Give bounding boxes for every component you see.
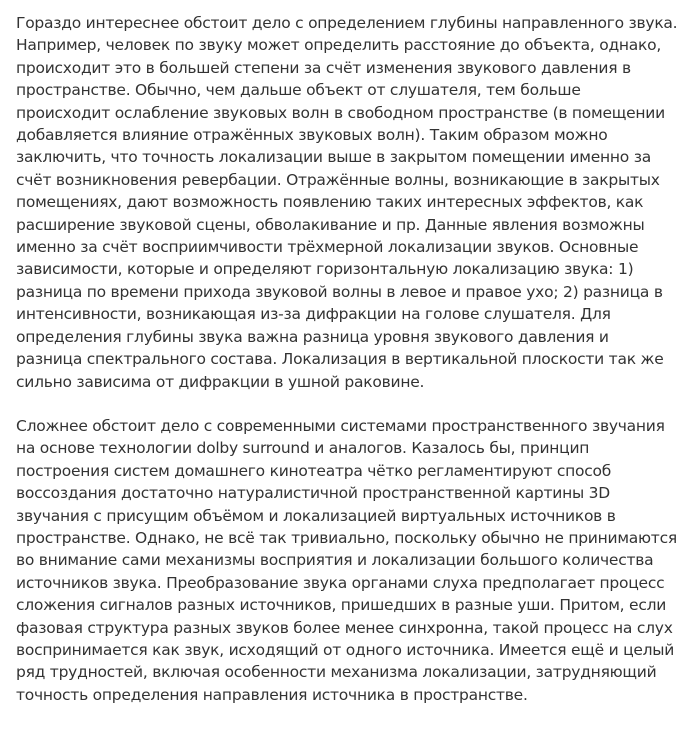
paragraph-surround-systems: Сложнее обстоит дело с современными системами пространственного звучания на основе технологии dolby surround и аналогов. Казалось бы, принцип построения систем домашнего кинотеатра чётко регламентируют способ воссоздания достаточно натуралистичной пространственной картины 3D звучания с присущим объёмом и локализацией виртуальных источников в пространстве. Однако, не всё так тривиально, поскольку обычно не принимаются во внимание сами механизмы восприятия и локализации большого количества источников звука. Преобразование звука органами слуха предполагает процесс сложения сигналов разных источников, пришедших в разные уши. Притом, если фазовая структура разных звуков более менее синхронна, такой процесс на слух воспринимается как звук, исходящий от одного источника. Имеется ещё и целый ряд трудностей, включая особенности механизма локализации, затрудняющий точность определения направления источника в пространстве. bbox=[16, 416, 677, 704]
paragraph-sound-depth: Гораздо интереснее обстоит дело с определением глубины направленного звука. Например, человек по звуку может определить расстояние до объекта, однако, происходит это в большей степени за счёт изменения звукового давления в пространстве. Обычно, чем дальше объект от слушателя, тем больше происходит ослабление звуковых волн в свободном пространстве (в помещении добавляется влияние отражённых звуковых волн). Таким образом можно заключить, что точность локализации выше в закрытом помещении именно за счёт возникновения ревербации. Отражённые волны, возникающие в закрытых помещениях, дают возможность появлению таких интересных эффектов, как расширение звуковой сцены, обволакивание и пр. Данные явления возможны именно за счёт восприимчивости трёхмерной локализации звуков. Основные зависимости, которые и определяют горизонтальную локализацию звука: 1) разница по времени прихода звуковой волны в левое и правое ухо; 2) разница в интенсивности, возникающая из-за дифракции на голове слушателя. Для определения глубины звука важна разница уровня звукового давления и разница спектрального состава. Локализация в вертикальной плоскости так же сильно зависима от дифракции в ушной раковине. bbox=[16, 14, 678, 391]
article-body bbox=[16, 12, 678, 706]
